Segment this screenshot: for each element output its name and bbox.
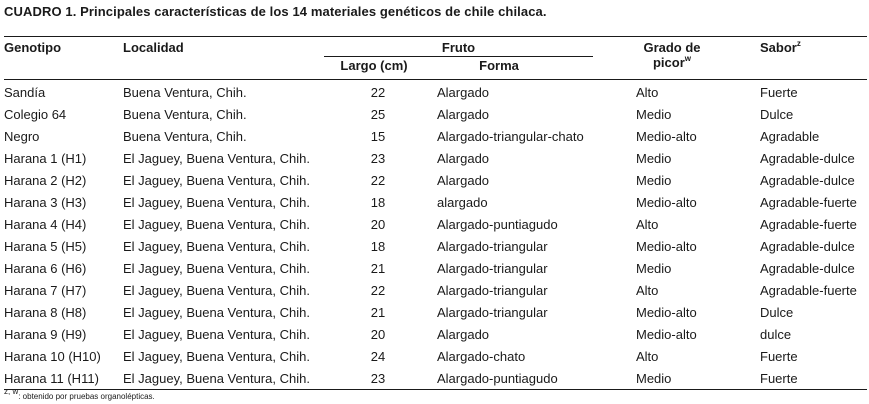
cell-largo: 18 (370, 239, 386, 254)
cell-forma: Alargado-triangular-chato (437, 129, 584, 144)
table-row (0, 345, 869, 367)
table-row (0, 81, 869, 103)
cell-forma: Alargado (437, 151, 490, 166)
cell-forma: Alargado (437, 107, 490, 122)
cell-sabor: Agradable-dulce (760, 173, 855, 188)
cell-localidad: El Jaguey, Buena Ventura, Chih. (123, 283, 310, 298)
cell-grado-picor: Medio-alto (636, 239, 697, 254)
cell-localidad: Buena Ventura, Chih. (123, 85, 247, 100)
header-forma: Forma (479, 58, 519, 73)
cell-grado-picor: Alto (636, 217, 659, 232)
cell-sabor: Agradable-fuerte (760, 217, 857, 232)
table-row (0, 323, 869, 345)
cell-forma: Alargado (437, 85, 490, 100)
cell-localidad: El Jaguey, Buena Ventura, Chih. (123, 173, 310, 188)
cell-largo: 21 (370, 261, 386, 276)
table-body (0, 81, 869, 389)
cell-grado-picor: Medio-alto (636, 195, 697, 210)
cell-genotipo: Sandía (4, 85, 46, 100)
table-caption: CUADRO 1. Principales características de los 14 materiales genéticos de chile chilaca. (4, 4, 547, 19)
cell-grado-picor: Medio-alto (636, 327, 697, 342)
cell-forma: Alargado-triangular (437, 283, 548, 298)
cell-sabor: Agradable-fuerte (760, 283, 857, 298)
fruto-header-rule (324, 56, 593, 57)
footnote-sup: z, w (4, 387, 19, 397)
table-bottom-rule (4, 389, 867, 390)
cell-genotipo: Harana 9 (H9) (4, 327, 87, 342)
cell-largo: 18 (370, 195, 386, 210)
cell-sabor: Dulce (760, 107, 794, 122)
table-row (0, 235, 869, 257)
header-sabor-label: Sabor (760, 40, 797, 55)
cell-forma: Alargado-triangular (437, 305, 548, 320)
cell-sabor: Fuerte (760, 85, 798, 100)
cell-localidad: El Jaguey, Buena Ventura, Chih. (123, 349, 310, 364)
cell-sabor: Fuerte (760, 349, 798, 364)
cell-largo: 23 (370, 151, 386, 166)
cell-sabor: dulce (760, 327, 792, 342)
cell-localidad: El Jaguey, Buena Ventura, Chih. (123, 217, 310, 232)
cell-sabor: Agradable-dulce (760, 261, 855, 276)
table-top-rule (4, 36, 867, 37)
cell-localidad: El Jaguey, Buena Ventura, Chih. (123, 239, 310, 254)
header-grado-sup: w (684, 53, 692, 63)
cell-largo: 21 (370, 305, 386, 320)
cell-forma: Alargado-puntiagudo (437, 217, 558, 232)
cell-genotipo: Harana 11 (H11) (4, 371, 99, 386)
cell-largo: 25 (370, 107, 386, 122)
table-row (0, 257, 869, 279)
table-header-rule (4, 79, 867, 80)
table-row (0, 125, 869, 147)
cell-sabor: Agradable-dulce (760, 151, 855, 166)
cell-grado-picor: Medio-alto (636, 129, 697, 144)
cell-localidad: Buena Ventura, Chih. (123, 129, 247, 144)
cell-forma: Alargado (437, 173, 490, 188)
cell-sabor: Dulce (760, 305, 794, 320)
cell-largo: 22 (370, 85, 386, 100)
cell-genotipo: Harana 1 (H1) (4, 151, 87, 166)
cell-forma: alargado (437, 195, 488, 210)
cell-genotipo: Harana 4 (H4) (4, 217, 87, 232)
cell-largo: 22 (370, 283, 386, 298)
cell-grado-picor: Alto (636, 85, 659, 100)
header-largo: Largo (cm) (340, 58, 408, 73)
cell-sabor: Agradable (760, 129, 820, 144)
cell-genotipo: Harana 7 (H7) (4, 283, 87, 298)
cell-forma: Alargado-puntiagudo (437, 371, 558, 386)
header-localidad: Localidad (123, 40, 184, 55)
header-grado-line1: Grado de (643, 40, 701, 55)
cell-forma: Alargado (437, 327, 490, 342)
header-grado-picor (636, 40, 708, 70)
cell-grado-picor: Medio (636, 371, 672, 386)
cell-genotipo: Harana 5 (H5) (4, 239, 87, 254)
cell-genotipo: Harana 2 (H2) (4, 173, 87, 188)
cell-localidad: Buena Ventura, Chih. (123, 107, 247, 122)
cell-genotipo: Harana 6 (H6) (4, 261, 87, 276)
cell-grado-picor: Medio (636, 261, 672, 276)
header-genotipo: Genotipo (4, 40, 62, 55)
table-row (0, 301, 869, 323)
cell-genotipo: Harana 10 (H10) (4, 349, 101, 364)
cell-localidad: El Jaguey, Buena Ventura, Chih. (123, 195, 310, 210)
cell-grado-picor: Medio (636, 107, 672, 122)
cell-largo: 15 (370, 129, 386, 144)
cell-grado-picor: Alto (636, 283, 659, 298)
table-footnote (4, 387, 155, 401)
cell-grado-picor: Medio (636, 173, 672, 188)
table-row (0, 213, 869, 235)
cell-localidad: El Jaguey, Buena Ventura, Chih. (123, 305, 310, 320)
cell-forma: Alargado-chato (437, 349, 526, 364)
cell-sabor: Agradable-dulce (760, 239, 855, 254)
header-fruto: Fruto (441, 40, 476, 55)
cell-forma: Alargado-triangular (437, 261, 548, 276)
footnote-text: : obtenido por pruebas organolépticas. (18, 392, 155, 401)
cell-localidad: El Jaguey, Buena Ventura, Chih. (123, 371, 310, 386)
cell-genotipo: Negro (4, 129, 40, 144)
table-row (0, 169, 869, 191)
cell-largo: 22 (370, 173, 386, 188)
cell-localidad: El Jaguey, Buena Ventura, Chih. (123, 327, 310, 342)
cell-localidad: El Jaguey, Buena Ventura, Chih. (123, 261, 310, 276)
cell-largo: 24 (370, 349, 386, 364)
cell-genotipo: Harana 3 (H3) (4, 195, 87, 210)
cell-genotipo: Harana 8 (H8) (4, 305, 87, 320)
cell-largo: 20 (370, 327, 386, 342)
table-row (0, 147, 869, 169)
table-row (0, 103, 869, 125)
cell-largo: 20 (370, 217, 386, 232)
cell-localidad: El Jaguey, Buena Ventura, Chih. (123, 151, 310, 166)
cell-genotipo: Colegio 64 (4, 107, 67, 122)
table-row (0, 191, 869, 213)
cell-grado-picor: Medio (636, 151, 672, 166)
cell-largo: 23 (370, 371, 386, 386)
header-sabor-sup: z (796, 38, 801, 48)
cell-grado-picor: Medio-alto (636, 305, 697, 320)
cell-forma: Alargado-triangular (437, 239, 548, 254)
table-row (0, 279, 869, 301)
header-grado-line2: picor (652, 55, 685, 70)
cell-grado-picor: Alto (636, 349, 659, 364)
cell-sabor: Fuerte (760, 371, 798, 386)
header-sabor (760, 40, 801, 55)
cell-sabor: Agradable-fuerte (760, 195, 857, 210)
table-row (0, 367, 869, 389)
